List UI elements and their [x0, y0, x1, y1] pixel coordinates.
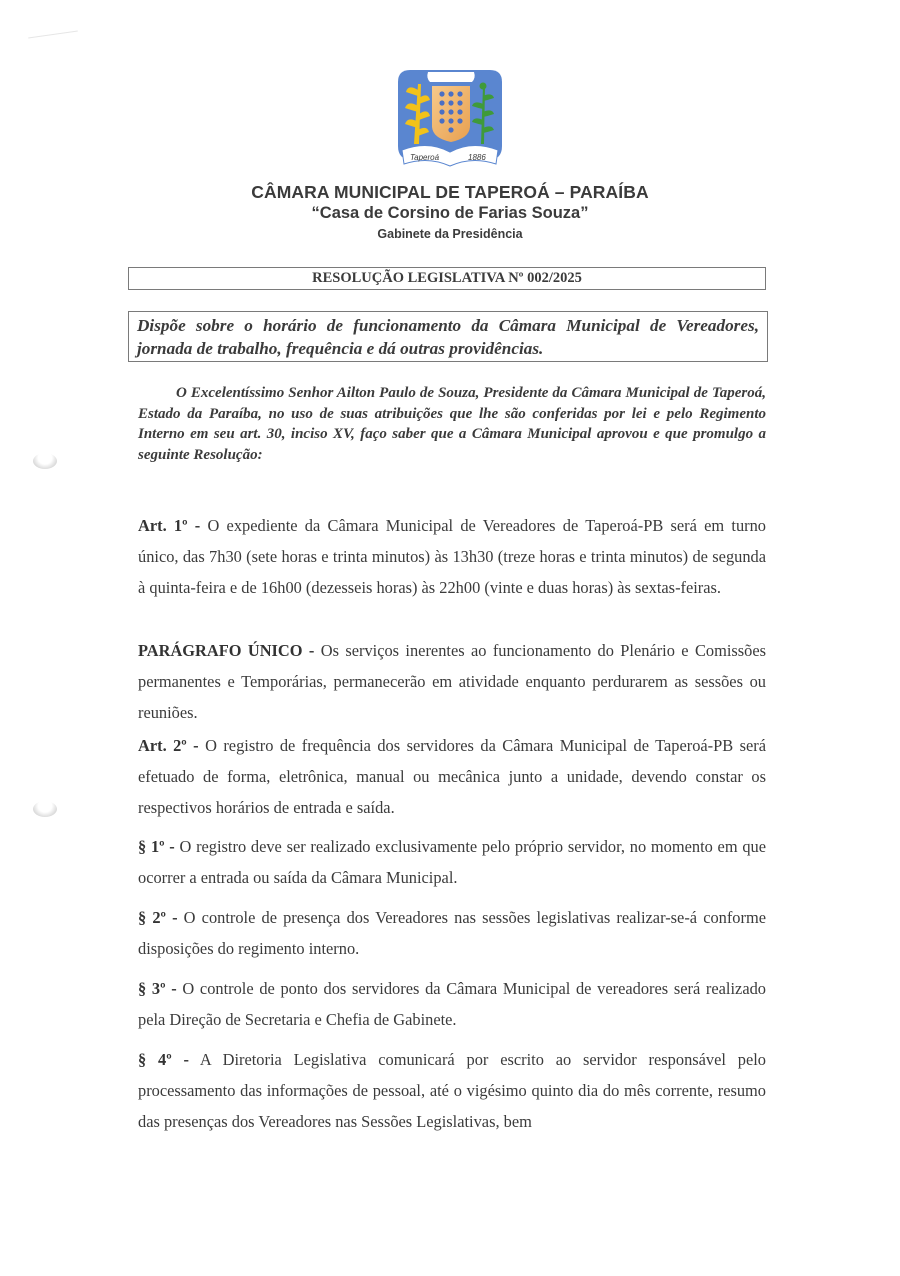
article-text: O expediente da Câmara Municipal de Vereadores de Taperoá-PB será em turno único, das 7h30 (sete horas e trinta minutos) às 13h30 (treze horas e trinta minutos) de segunda à quinta-feira e de 16h00 (dezesseis horas) às 22h00 (vinte e duas horas) às sextas-feiras.: [138, 516, 767, 598]
resolution-summary: Dispõe sobre o horário de funcionamento da Câmara Municipal de Vereadores, jornada de trabalho, frequência e dá outras providências.: [128, 311, 768, 362]
preamble: [138, 383, 766, 465]
article-text: O controle de presença dos Vereadores nas sessões legislativas realizar-se-á conforme disposições do regimento interno.: [138, 908, 766, 959]
article-1: [138, 510, 766, 604]
institution-title: CÂMARA MUNICIPAL DE TAPEROÁ – PARAÍBA: [251, 182, 649, 202]
article-text: O registro de frequência dos servidores da Câmara Municipal de Taperoá-PB será efetuado de forma, eletrônica, manual ou mecânica junto a unidade, devendo constar os respectivos horários de entrada e saída.: [138, 736, 766, 818]
article-label: Art. 2º -: [138, 736, 199, 755]
article-text: A Diretoria Legislativa comunicará por escrito ao servidor responsável pelo processamento das informações de pessoal, até o vigésimo quinto dia do mês corrente, resumo das presenças dos Vereadores nas Sessões Legislativas, bem: [138, 1050, 766, 1132]
article-label: PARÁGRAFO ÚNICO -: [138, 641, 315, 660]
article-text: O controle de ponto dos servidores da Câmara Municipal de vereadores será realizado pela Direção de Secretaria e Chefia de Gabinete.: [138, 979, 766, 1030]
paragraph-1: [138, 831, 766, 893]
paragraph-4: [138, 1044, 766, 1138]
article-label: § 1º -: [138, 837, 175, 856]
article-label: § 3º -: [138, 979, 177, 998]
preamble-text: O Excelentíssimo Senhor Ailton Paulo de Souza, Presidente da Câmara Municipal de Taperoá, Estado da Paraíba, no uso de suas atribuições que lhe são conferidas por lei e pelo Regimento Interno em seu art. 30, inciso XV, faço saber que a Câmara Municipal aprovou e que promulgo a seguinte Resolução:: [138, 385, 766, 463]
paragrafo-unico: [138, 635, 766, 729]
logo-ribbon-right: 1886: [468, 153, 486, 162]
office-name: Gabinete da Presidência: [377, 227, 523, 241]
article-label: § 4º -: [138, 1050, 189, 1069]
paragraph-3: [138, 973, 766, 1035]
coat-of-arms-icon: [388, 68, 512, 170]
scan-artifact: [28, 31, 78, 39]
article-text: Os serviços inerentes ao funcionamento do Plenário e Comissões permanentes e Temporárias, permanecerão em atividade enquanto perdurarem as sessões ou reuniões.: [138, 641, 766, 723]
article-label: § 2º -: [138, 908, 178, 927]
logo-ribbon-left: Taperoá: [410, 153, 440, 162]
resolution-title: RESOLUÇÃO LEGISLATIVA Nº 002/2025: [128, 267, 766, 290]
article-2: [138, 730, 766, 824]
institution-subtitle: “Casa de Corsino de Farias Souza”: [311, 204, 589, 222]
punch-hole-top: [33, 453, 57, 469]
paragraph-2: [138, 902, 766, 964]
article-text: O registro deve ser realizado exclusivamente pelo próprio servidor, no momento em que ocorrer a entrada ou saída da Câmara Municipal.: [138, 837, 766, 888]
article-label: Art. 1º -: [138, 516, 201, 535]
punch-hole-bottom: [33, 801, 57, 817]
